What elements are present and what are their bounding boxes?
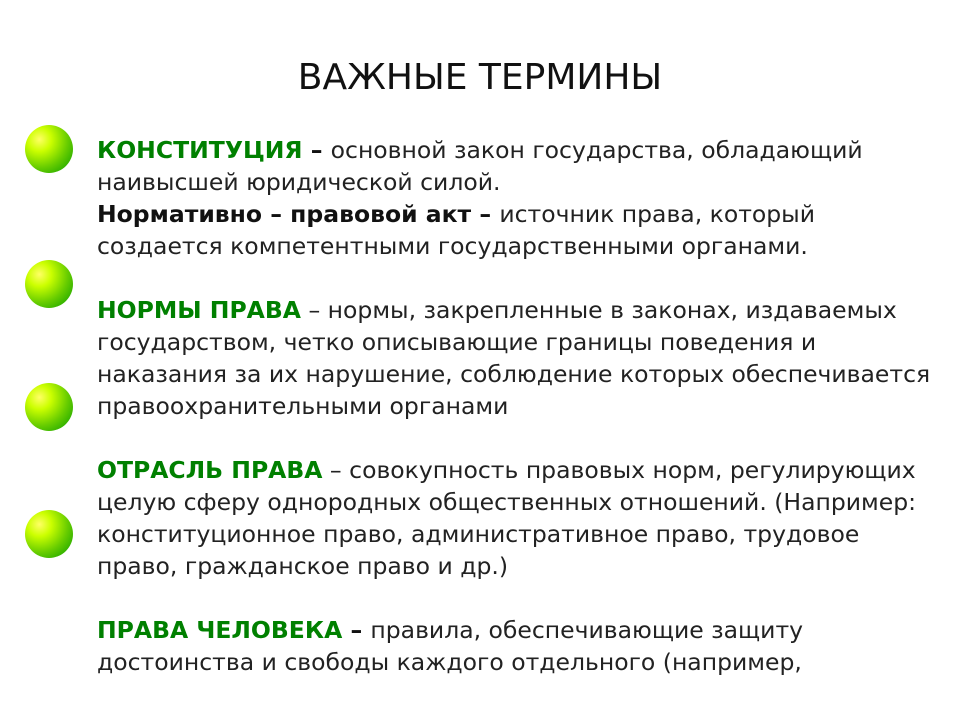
term-dash: – (300, 296, 328, 324)
term-definition: совокупность правовых норм, регулирующих целую сферу однородных общественных отношений. (Например: конституционное право, административное право, трудовое право, гражданское право и др.) (97, 456, 917, 580)
term-title: НОРМЫ ПРАВА (97, 296, 301, 324)
spacer (97, 422, 947, 454)
green-sphere-icon (25, 383, 73, 431)
term-title: ОТРАСЛЬ ПРАВА (97, 456, 323, 484)
term-definition: основной закон государства, обладающий наивысшей юридической силой. (97, 136, 863, 196)
terms-list (97, 134, 947, 678)
green-sphere-icon (25, 260, 73, 308)
term-title: КОНСТИТУЦИЯ (97, 136, 303, 164)
term-dash: – (302, 136, 331, 164)
term-title: Нормативно – правовой акт (97, 200, 472, 228)
term-dash: – (322, 456, 350, 484)
spacer (97, 582, 947, 614)
green-sphere-icon (25, 510, 73, 558)
term-definition: нормы, закрепленные в законах, издаваемых государством, четко описывающие границы поведения и наказания за их нарушение, соблюдение которых обеспечивается правоохранительными органами (97, 296, 931, 420)
term-definition: правила, обеспечивающие защиту достоинства и свободы каждого отдельного (например, (97, 616, 804, 676)
term-branch (97, 454, 947, 582)
term-dash: – (342, 616, 371, 644)
green-sphere-icon (25, 125, 73, 173)
term-definition: источник права, который создается компетентными государственными органами. (97, 200, 816, 260)
slide-title: ВАЖНЫЕ ТЕРМИНЫ (297, 57, 663, 98)
term-human-rights (97, 614, 947, 678)
spacer (97, 262, 947, 294)
term-title: ПРАВА ЧЕЛОВЕКА (97, 616, 343, 644)
term-dash: – (471, 200, 500, 228)
term-normative-act (97, 198, 947, 262)
term-constitution (97, 134, 947, 198)
term-norms (97, 294, 947, 422)
